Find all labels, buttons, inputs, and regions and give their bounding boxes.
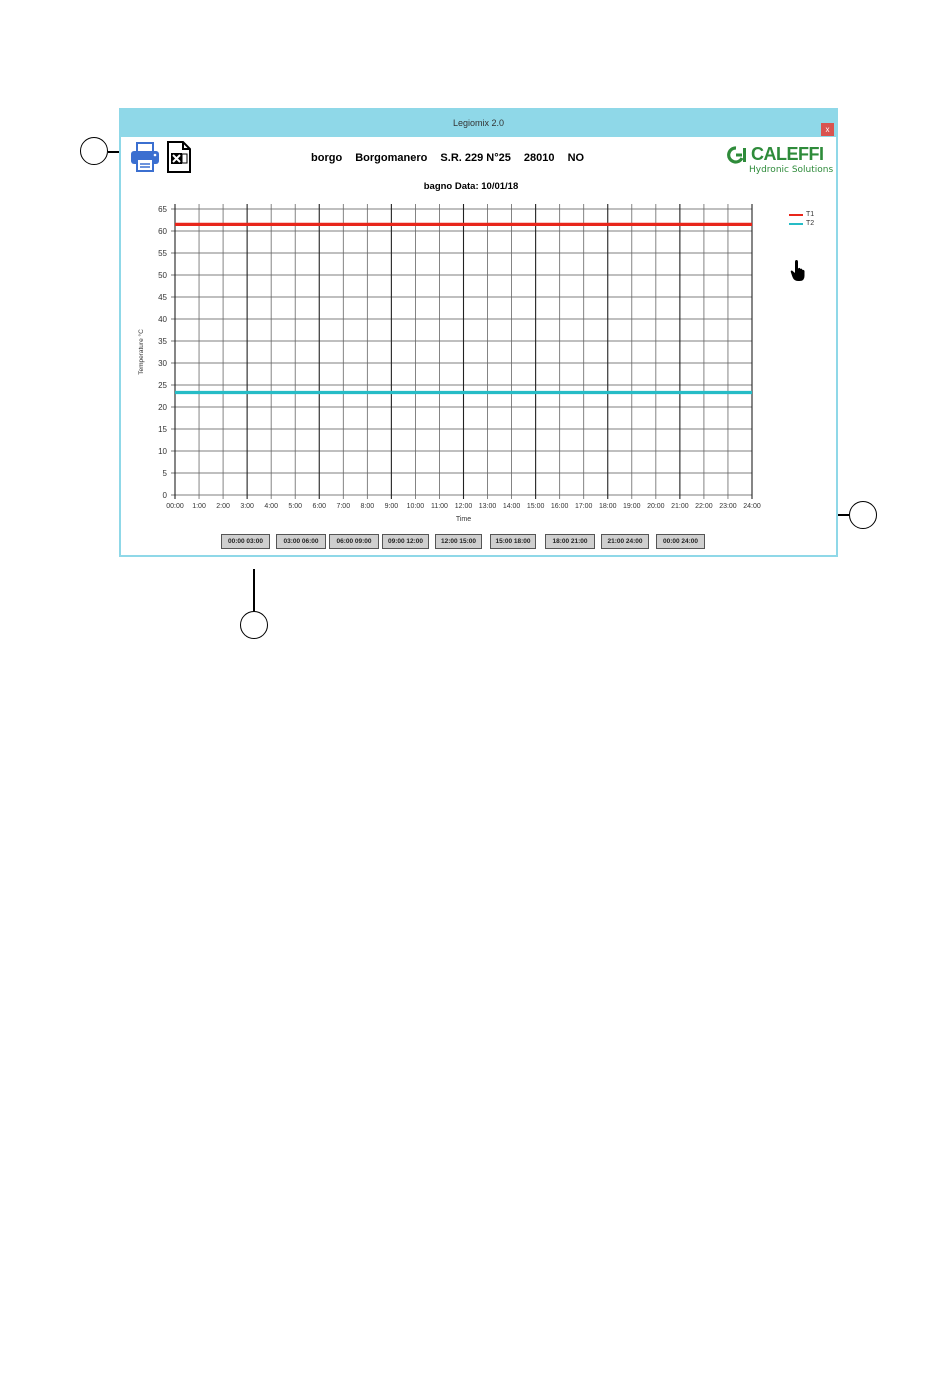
y-tick-label: 25 bbox=[158, 381, 167, 390]
legend-item-t2 bbox=[789, 219, 814, 228]
y-tick-label: 45 bbox=[158, 293, 167, 302]
y-tick-label: 35 bbox=[158, 337, 167, 346]
location-field-5: NO bbox=[567, 152, 585, 164]
x-tick-label: 12:00 bbox=[454, 503, 473, 510]
hand-cursor-icon bbox=[790, 260, 806, 282]
x-tick-label: 00:00 bbox=[166, 503, 184, 510]
logo-text: CALEFFI bbox=[751, 144, 824, 164]
y-tick-label: 40 bbox=[158, 315, 167, 324]
window-title: Legiomix 2.0 bbox=[452, 118, 505, 128]
range-button-00-24[interactable]: 00:00 24:00 bbox=[656, 534, 705, 549]
x-tick-label: 14:00 bbox=[502, 503, 521, 510]
y-tick-label: 30 bbox=[158, 359, 167, 368]
y-tick-label: 60 bbox=[158, 227, 167, 236]
x-tick-label: 3:00 bbox=[240, 503, 254, 510]
x-tick-label: 4:00 bbox=[264, 503, 278, 510]
x-tick-label: 16:00 bbox=[550, 503, 569, 510]
x-tick-label: 20:00 bbox=[647, 503, 665, 510]
y-tick-label: 0 bbox=[162, 491, 167, 500]
room-date-label: bagno Data: 10/01/18 bbox=[423, 181, 519, 192]
y-tick-label: 5 bbox=[162, 469, 167, 478]
temperature-chart bbox=[121, 110, 836, 555]
y-tick-label: 55 bbox=[158, 249, 167, 258]
y-tick-label: 65 bbox=[158, 205, 167, 214]
x-axis-label: Time bbox=[455, 516, 472, 523]
x-tick-label: 13:00 bbox=[478, 503, 497, 510]
range-button-06-09[interactable]: 06:00 09:00 bbox=[329, 534, 379, 549]
x-tick-label: 8:00 bbox=[360, 503, 375, 510]
legend-swatch-t2 bbox=[789, 223, 803, 225]
close-button[interactable]: x bbox=[821, 123, 834, 136]
legend-label-t1: T1 bbox=[806, 211, 815, 218]
range-button-00-03[interactable]: 00:00 03:00 bbox=[221, 534, 270, 549]
location-field-3: S.R. 229 N°25 bbox=[440, 152, 511, 164]
legend-label-t2: T2 bbox=[806, 220, 815, 227]
x-tick-label: 2:00 bbox=[216, 503, 230, 510]
x-tick-label: 6:00 bbox=[312, 503, 327, 510]
range-button-12-15[interactable]: 12:00 15:00 bbox=[435, 534, 482, 549]
location-field-4: 28010 bbox=[523, 152, 555, 164]
x-tick-label: 17:00 bbox=[574, 503, 593, 510]
x-tick-label: 9:00 bbox=[384, 503, 399, 510]
y-axis-label: Temperature °C bbox=[138, 329, 145, 375]
time-range-buttons bbox=[221, 534, 721, 548]
range-button-21-24[interactable]: 21:00 24:00 bbox=[601, 534, 649, 549]
range-button-15-18[interactable]: 15:00 18:00 bbox=[490, 534, 536, 549]
x-tick-label: 15:00 bbox=[526, 503, 545, 510]
range-button-09-12[interactable]: 09:00 12:00 bbox=[382, 534, 429, 549]
x-tick-label: 10:00 bbox=[406, 503, 425, 510]
x-tick-label: 11:00 bbox=[430, 503, 448, 510]
callout-3-leader bbox=[253, 569, 255, 611]
y-tick-label: 20 bbox=[158, 403, 167, 412]
callout-2 bbox=[849, 501, 877, 529]
x-tick-label: 21:00 bbox=[671, 503, 689, 510]
legend-swatch-t1 bbox=[789, 214, 803, 216]
location-field-1: borgo bbox=[311, 152, 343, 164]
range-button-18-21[interactable]: 18:00 21:00 bbox=[545, 534, 595, 549]
x-tick-label: 24:00 bbox=[743, 503, 761, 510]
x-tick-label: 19:00 bbox=[623, 503, 641, 510]
app-window bbox=[119, 108, 838, 557]
range-button-03-06[interactable]: 03:00 06:00 bbox=[276, 534, 326, 549]
legend-item-t1 bbox=[789, 210, 814, 219]
logo-tagline: Hydronic Solutions bbox=[749, 165, 834, 175]
x-tick-label: 22:00 bbox=[695, 503, 713, 510]
chart-legend bbox=[789, 210, 814, 228]
y-tick-label: 50 bbox=[158, 271, 167, 280]
y-tick-label: 10 bbox=[158, 447, 167, 456]
y-tick-label: 15 bbox=[158, 425, 167, 434]
x-tick-label: 7:00 bbox=[336, 503, 351, 510]
x-tick-label: 1:00 bbox=[192, 503, 206, 510]
callout-1 bbox=[80, 137, 108, 165]
callout-3 bbox=[240, 611, 268, 639]
location-field-2: Borgomanero bbox=[355, 152, 428, 164]
x-tick-label: 5:00 bbox=[288, 503, 303, 510]
x-tick-label: 23:00 bbox=[719, 503, 737, 510]
x-tick-label: 18:00 bbox=[598, 503, 617, 510]
